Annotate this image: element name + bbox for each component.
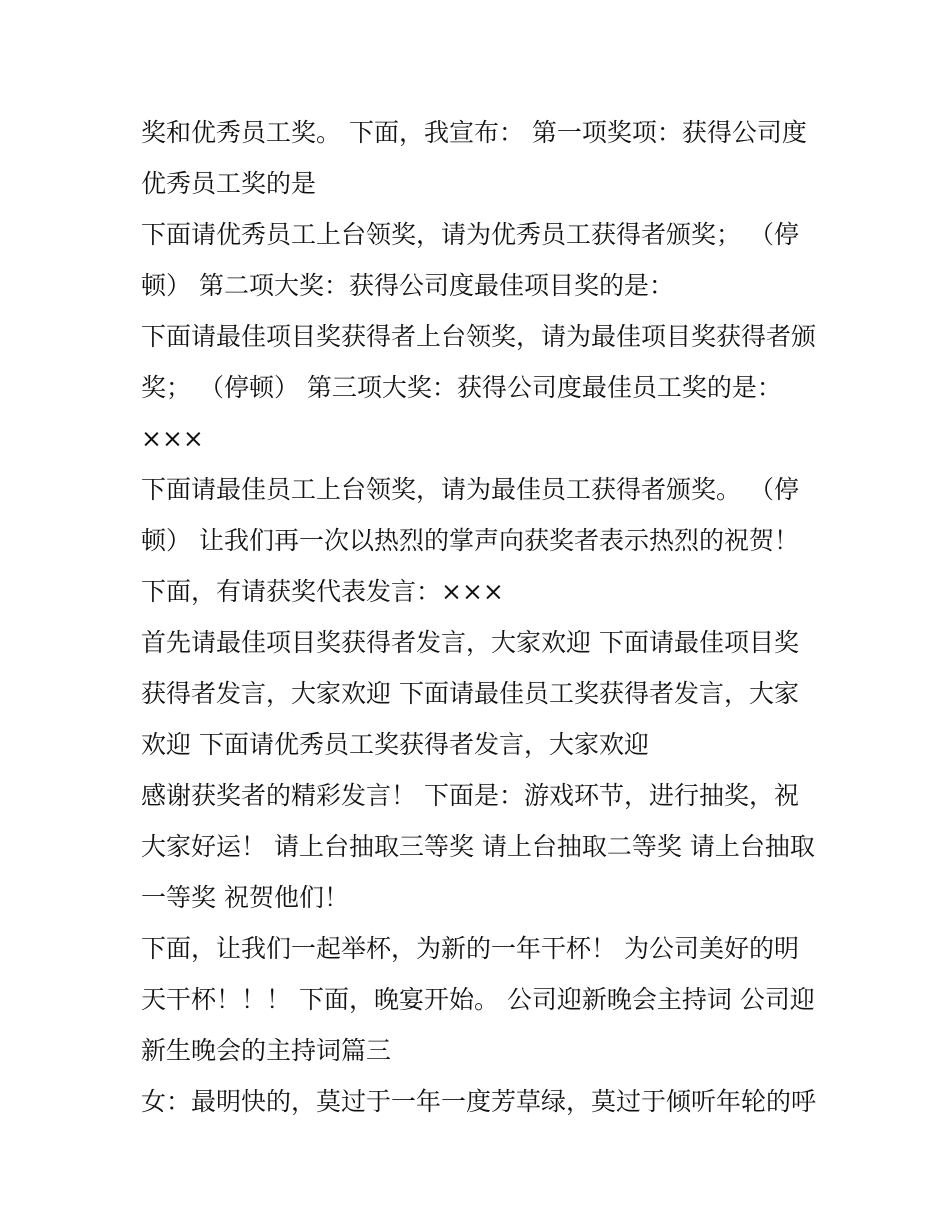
text-line: 天干杯！！！ 下面，晚宴开始。 公司迎新晚会主持词 公司迎 — [141, 985, 815, 1014]
text-line: 下面请优秀员工上台领奖，请为优秀员工获得者颁奖； （停 — [141, 220, 799, 249]
document-body — [141, 107, 831, 1127]
text-line: 顿） 第二项大奖：获得公司度最佳项目奖的是： — [141, 271, 674, 300]
text-line: 大家好运！ 请上台抽取三等奖 请上台抽取二等奖 请上台抽取 — [141, 832, 815, 861]
text-line: 下面，让我们一起举杯，为新的一年干杯！ 为公司美好的明 — [141, 934, 799, 963]
text-line: 新生晚会的主持词篇三 — [141, 1036, 392, 1065]
text-line: 获得者发言，大家欢迎 下面请最佳员工奖获得者发言，大家 — [141, 679, 799, 708]
text-line: 女：最明快的，莫过于一年一度芳草绿，莫过于倾听年轮的呼 — [141, 1087, 817, 1116]
text-line: ××× — [141, 424, 204, 453]
text-line: 奖； （停顿） 第三项大奖：获得公司度最佳员工奖的是： — [141, 373, 782, 402]
text-line: 首先请最佳项目奖获得者发言，大家欢迎 下面请最佳项目奖 — [141, 628, 799, 657]
text-line: 感谢获奖者的精彩发言！ 下面是：游戏环节，进行抽奖，祝 — [141, 781, 799, 810]
text-line: 下面请最佳项目奖获得者上台领奖，请为最佳项目奖获得者颁 — [141, 322, 817, 351]
text-line: 下面请最佳员工上台领奖，请为最佳员工获得者颁奖。 （停 — [141, 475, 799, 504]
text-line: 一等奖 祝贺他们！ — [141, 883, 349, 912]
text-line: 欢迎 下面请优秀员工奖获得者发言，大家欢迎 — [141, 730, 649, 759]
text-line: 奖和优秀员工奖。 下面，我宣布： 第一项奖项：获得公司度 — [141, 118, 807, 147]
text-line: 顿） 让我们再一次以热烈的掌声向获奖者表示热烈的祝贺！ — [141, 526, 799, 555]
text-line: 下面，有请获奖代表发言：××× — [141, 577, 504, 606]
text-line: 优秀员工奖的是 — [141, 169, 317, 198]
